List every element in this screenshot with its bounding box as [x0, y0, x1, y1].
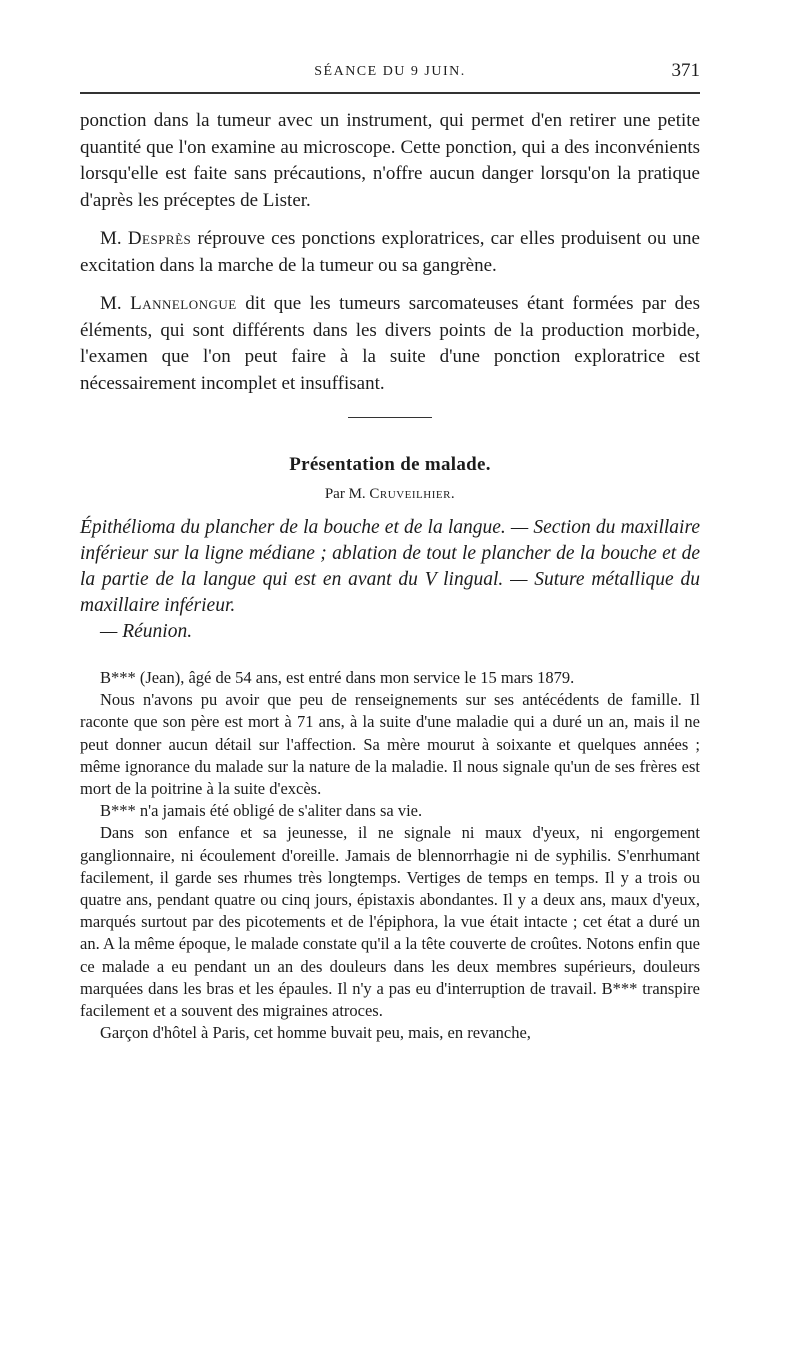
book-page — [80, 58, 700, 1044]
byline-prefix: Par M. — [324, 486, 370, 502]
byline-author: Cruveilhier. — [369, 486, 456, 502]
case-paragraph: Dans son enfance et sa jeunesse, il ne signale ni maux d'yeux, ni engorgement ganglionnaire, ni écoulement d'oreille. Jamais de blennorrhagie ni de syphilis. S'enrhumant facilement, il garde ses rhumes très longtemps. Vertiges de temps en temps. Il y a trois ou quatre ans, pendant quatre ou cinq jours, épistaxis abondantes. Il y a deux ans, maux d'yeux, marqués surtout par des picotements et de l'épiphora, la vue était intacte ; cet état a duré un an. A la même époque, le malade constate qu'il a la tête couverte de croûtes. Notons enfin que ce malade a eu pendant un an des douleurs dans les deux membres supérieurs, douleurs marquées dans les bras et les épaules. Il n'y a pas eu d'interruption de travail. B*** transpire facilement et a souvent des migraines atroces. — [80, 823, 700, 1021]
case-paragraph: B*** n'a jamais été obligé de s'aliter dans sa vie. — [100, 801, 423, 821]
header-rule — [80, 92, 700, 94]
running-head — [80, 58, 700, 86]
paragraph-text: dit que les tumeurs sarcomateuses étant formées par des éléments, qui sont différents dans les divers points de la production morbide, l'examen que l'on peut faire à la suite d'une ponction exploratrice est nécessairement incomplet et insuffisant. — [80, 293, 700, 394]
paragraph-continuation — [80, 108, 700, 214]
paragraph-lannelongue — [80, 291, 700, 397]
paragraph-text: ponction dans la tumeur avec un instrument, qui permet d'en retirer une petite quantité que l'on examine au microscope. Cette ponction, qui a des inconvénients lorsqu'elle est faite sans précautions, n'offre aucun danger lorsqu'on la pratique d'après les préceptes de Lister. — [80, 110, 700, 211]
page-number: 371 — [671, 60, 700, 81]
case-paragraph: Nous n'avons pu avoir que peu de renseignements sur ses antécédents de famille. Il raconte que son père est mort à 71 ans, à la suite d'une maladie qui a duré un an, mais il ne peut donner aucun détail sur l'affection. Sa mère mourut à soixante et quelques années ; même ignorance du malade sur la nature de la maladie. Il nous signale qu'un de ses frères est mort de la poitrine à la suite d'excès. — [80, 690, 700, 799]
speaker-prefix: M. — [100, 228, 128, 249]
speaker-name: Lannelongue — [130, 293, 237, 314]
speaker-name: Desprès — [127, 228, 192, 249]
case-paragraph: Garçon d'hôtel à Paris, cet homme buvait peu, mais, en revanche, — [100, 1023, 531, 1043]
case-title — [80, 515, 700, 645]
discussion-section — [80, 108, 700, 397]
case-title-outcome: — Réunion. — [100, 621, 193, 642]
case-title-text: Épithélioma du plancher de la bouche et de la langue. — Section du maxillaire inférieur sur la ligne médiane ; ablation de tout le plancher de la bouche et de la partie de la langue qui est en avant du V lingual. — Suture métallique du maxillaire inférieur. — [80, 517, 700, 616]
running-title: SÉANCE DU 9 JUIN. — [314, 64, 466, 79]
case-paragraph: B*** (Jean), âgé de 54 ans, est entré dans mon service le 15 mars 1879. — [100, 668, 575, 687]
case-report — [80, 667, 700, 1044]
paragraph-text: réprouve ces ponctions exploratrices, car elles produisent ou une excitation dans la marche de la tumeur ou sa gangrène. — [80, 228, 700, 276]
section-title: Présentation de malade. — [289, 454, 491, 475]
paragraph-despres — [80, 226, 700, 279]
section-divider — [348, 417, 432, 418]
byline — [80, 486, 700, 503]
speaker-prefix: M. — [100, 293, 131, 314]
